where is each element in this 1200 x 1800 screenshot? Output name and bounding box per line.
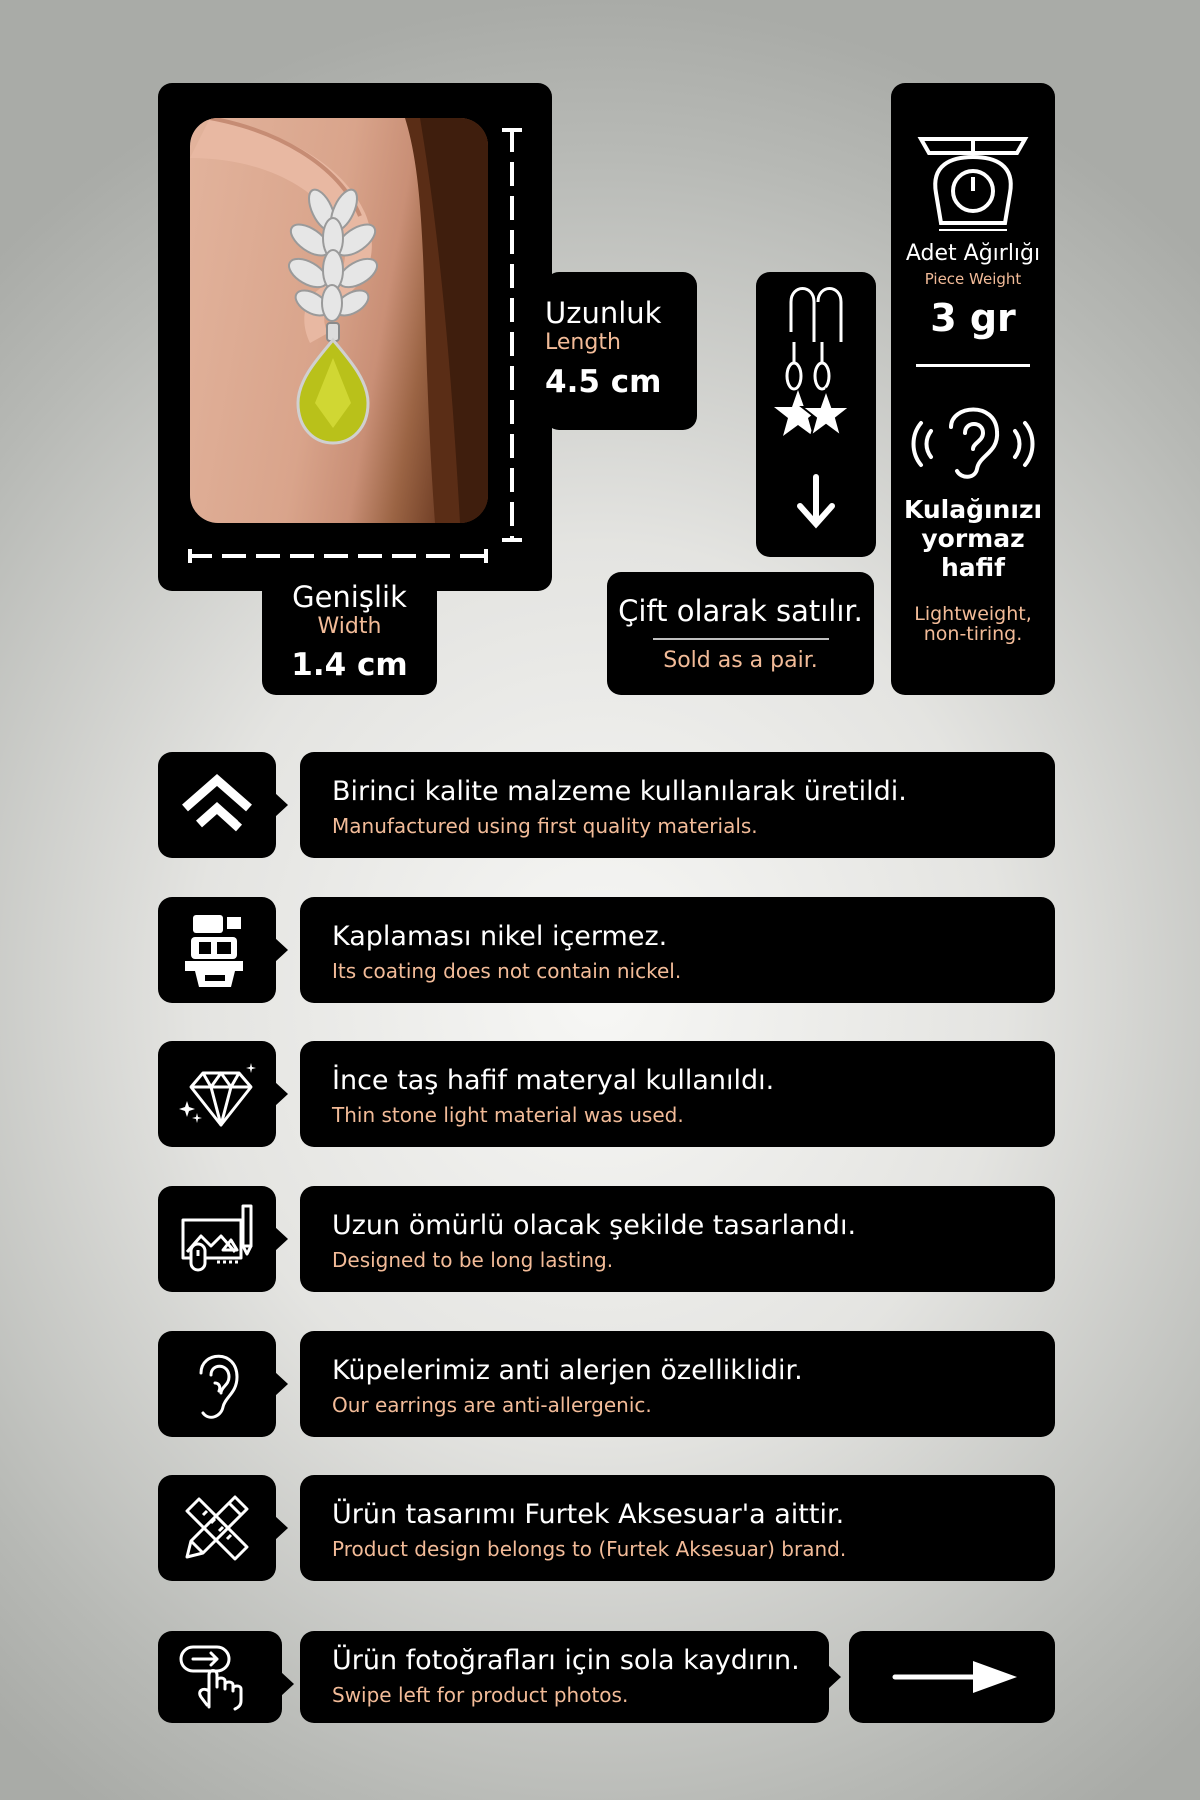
weight-value: 3 gr xyxy=(930,296,1016,340)
feature-row-5 xyxy=(300,1331,1055,1437)
comfort-label-en: Lightweight, non-tiring. xyxy=(914,603,1032,645)
feature-icon-box-3 xyxy=(158,1041,276,1147)
design-drawing-icon xyxy=(177,1200,257,1278)
ruler-pencil-icon xyxy=(177,1489,257,1567)
feature-subtitle-2: Its coating does not contain nickel. xyxy=(332,959,682,983)
length-value: 4.5 cm xyxy=(545,364,662,400)
feature-icon-box-6 xyxy=(158,1475,276,1581)
plating-machine-icon xyxy=(177,911,257,989)
ear-sound-icon xyxy=(891,397,1055,483)
earring-pair-icon xyxy=(756,272,876,557)
feature-title-1: Birinci kalite malzeme kullanılarak üretildi. xyxy=(332,776,907,807)
feature-row-3 xyxy=(300,1041,1055,1147)
feature-subtitle-1: Manufactured using first quality materials. xyxy=(332,814,758,838)
weight-label-en: Piece Weight xyxy=(924,270,1022,288)
swipe-row xyxy=(300,1631,829,1723)
weight-divider xyxy=(916,364,1030,367)
feature-icon-box-1 xyxy=(158,752,276,858)
feature-subtitle-4: Designed to be long lasting. xyxy=(332,1248,614,1272)
feature-subtitle-3: Thin stone light material was used. xyxy=(332,1103,684,1127)
feature-icon-box-2 xyxy=(158,897,276,1003)
feature-icon-box-4 xyxy=(158,1186,276,1292)
quality-chevron-icon xyxy=(177,766,257,844)
weight-info xyxy=(891,83,1055,695)
width-label: Genişlik xyxy=(292,580,407,614)
swipe-title: Ürün fotoğrafları için sola kaydırın. xyxy=(332,1645,800,1676)
comfort-label: Kulağınızı yormaz hafif xyxy=(903,495,1043,582)
feature-title-4: Uzun ömürlü olacak şekilde tasarlandı. xyxy=(332,1210,857,1241)
product-photo xyxy=(190,118,488,523)
swipe-arrow-button[interactable] xyxy=(849,1631,1055,1723)
scale-icon xyxy=(891,83,1055,231)
ear-icon xyxy=(177,1345,257,1423)
length-label-en: Length xyxy=(545,330,621,355)
length-dimension-caps xyxy=(502,128,522,542)
swipe-hand-icon xyxy=(177,1641,257,1711)
pair-divider xyxy=(653,638,829,640)
feature-title-5: Küpelerimiz anti alerjen özelliklidir. xyxy=(332,1355,803,1386)
width-value: 1.4 cm xyxy=(291,647,408,683)
width-info xyxy=(262,578,437,695)
width-label-en: Width xyxy=(317,614,382,639)
arrow-right-icon xyxy=(849,1631,1055,1723)
feature-subtitle-5: Our earrings are anti-allergenic. xyxy=(332,1393,652,1417)
diamond-icon xyxy=(177,1055,257,1133)
feature-title-2: Kaplaması nikel içermez. xyxy=(332,921,668,952)
feature-row-6 xyxy=(300,1475,1055,1581)
feature-row-2 xyxy=(300,897,1055,1003)
feature-row-4 xyxy=(300,1186,1055,1292)
arrow-down-icon xyxy=(800,477,832,524)
swipe-icon-box xyxy=(158,1631,282,1723)
pair-label-en: Sold as a pair. xyxy=(663,648,818,673)
swipe-subtitle: Swipe left for product photos. xyxy=(332,1683,629,1707)
feature-title-3: İnce taş hafif materyal kullanıldı. xyxy=(332,1065,775,1096)
feature-row-1 xyxy=(300,752,1055,858)
width-dimension-line xyxy=(188,549,488,563)
weight-label: Adet Ağırlığı xyxy=(905,241,1041,266)
sold-as-pair xyxy=(607,572,874,695)
feature-title-6: Ürün tasarımı Furtek Aksesuar'a aittir. xyxy=(332,1499,845,1530)
length-text-group xyxy=(545,272,697,430)
feature-icon-box-5 xyxy=(158,1331,276,1437)
feature-subtitle-6: Product design belongs to (Furtek Aksesuar) brand. xyxy=(332,1537,847,1561)
product-photo-panel xyxy=(158,83,552,591)
pair-earrings-illustration xyxy=(756,272,876,557)
length-label: Uzunluk xyxy=(545,296,662,330)
pair-label: Çift olarak satılır. xyxy=(618,594,863,628)
